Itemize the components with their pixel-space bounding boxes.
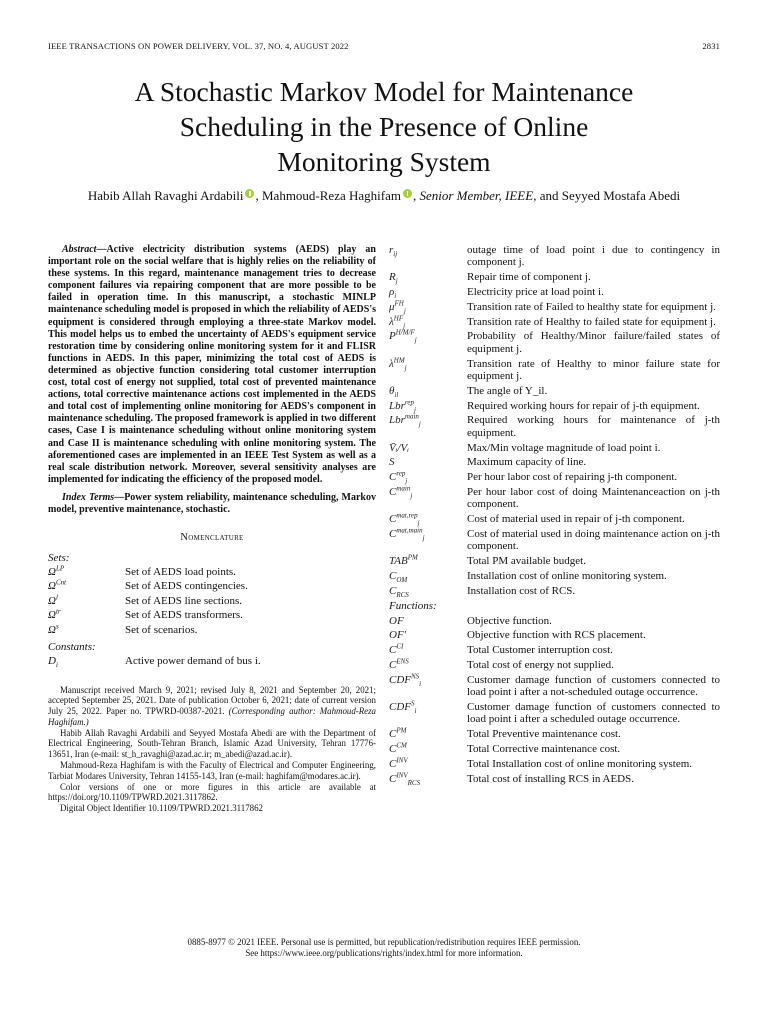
description: The angle of Y_il. (467, 384, 548, 397)
symbol: $C^{mat,main}_j$ (389, 526, 425, 543)
nomenclature-row (389, 330, 720, 355)
symbol-cell (389, 585, 467, 597)
symbol: $\Omega^l$ (48, 593, 58, 607)
constants-label: Constants: (48, 641, 96, 654)
right-column (389, 244, 720, 787)
description: Customer damage function of customers connected to load point i after a not-scheduled outage occurrence. (467, 673, 720, 699)
symbol-subscript: j (403, 306, 406, 315)
nomenclature-row (389, 585, 720, 597)
symbol: Lbr$^{rep}_j$ (389, 397, 416, 414)
symbol: OF′ (389, 629, 407, 642)
constants-list (48, 654, 376, 668)
symbol-cell (389, 469, 467, 486)
nomenclature-row (389, 644, 720, 656)
symbol-subscript: j (403, 321, 406, 330)
description: Transition rate of Failed to healthy state for equipment j. (467, 300, 716, 313)
symbol: $C^{CI}$ (389, 642, 404, 657)
description: Required working hours for repair of j-th equipment. (467, 399, 700, 412)
title-line: A Stochastic Markov Model for Maintenance (134, 76, 634, 107)
symbol-cell (389, 271, 467, 286)
symbol-subscript: i (414, 707, 417, 716)
symbol: $C^{ENS}$ (389, 657, 409, 671)
symbol-superscript: mat,main (396, 526, 423, 535)
footnotes (48, 685, 376, 815)
functions-list (389, 615, 720, 785)
nomenclature-row (389, 758, 720, 770)
symbol: $TAB^{PM}$ (389, 553, 418, 568)
symbol-cell (389, 456, 467, 468)
symbol-cell (389, 758, 467, 770)
symbol-subscript: RCS (407, 778, 421, 787)
index-terms (48, 492, 376, 516)
symbol-cell (389, 511, 467, 528)
symbol-cell (48, 565, 125, 579)
symbol-subscript: j (417, 519, 420, 528)
symbol: Lbr$^{main}_j$ (389, 412, 421, 429)
nomenclature-row (389, 511, 720, 528)
description: Set of AEDS transformers. (125, 609, 243, 622)
symbol-superscript: mat,rep (396, 511, 418, 520)
symbol: $D_i$ (48, 655, 58, 670)
symbol: $P^{H/M/F}_j$ (389, 328, 417, 345)
nomenclature-row (389, 313, 720, 330)
symbol-cell (389, 355, 467, 383)
nomenclature-row (389, 442, 720, 454)
nomenclature-row (48, 594, 376, 608)
symbol-superscript: ENS (396, 657, 409, 666)
journal-name: IEEE TRANSACTIONS ON POWER DELIVERY, VOL. 37, NO. 4, AUGUST 2022 (48, 41, 349, 51)
symbol: OF (389, 614, 404, 627)
symbol: V̄ᵢ/Vᵢ (389, 441, 409, 454)
orcid-icon[interactable] (245, 189, 254, 198)
nomenclature-row (389, 385, 720, 397)
symbol-superscript: HM (393, 355, 405, 364)
parameters-list (389, 244, 720, 597)
symbol-cell (389, 414, 467, 439)
nomenclature-row (389, 244, 720, 269)
description: Set of scenarios. (125, 623, 198, 636)
symbol: $r_{ij}$ (389, 244, 398, 259)
author-separator: , (255, 188, 262, 203)
description: Set of AEDS load points. (125, 566, 236, 579)
symbol-cell (48, 608, 125, 622)
symbol-cell (389, 397, 467, 414)
nomenclature-heading: Nomenclature (180, 532, 244, 544)
copyright-line: 0885-8977 © 2021 IEEE. Personal use is permitted, but republication/redistribution requires IEEE permission. (187, 937, 581, 947)
symbol-cell (389, 743, 467, 755)
page-footer (40, 937, 728, 959)
symbol-cell (389, 301, 467, 313)
nomenclature-row (389, 770, 720, 787)
symbol-cell (389, 385, 467, 397)
description: Objective function. (467, 614, 552, 627)
nomenclature-row (389, 397, 720, 414)
description: Required working hours for maintenance of j-th equipment. (467, 414, 720, 439)
abstract (48, 244, 376, 486)
author-separator: , and (533, 188, 562, 203)
symbol-superscript: H/M/F (395, 328, 415, 337)
nomenclature-row (389, 469, 720, 486)
symbol-superscript: INV (396, 756, 408, 765)
index-terms-text: —Power system reliability, maintenance scheduling, Markov model, preventive maintenance, stochastic. (48, 491, 376, 515)
symbol-subscript: j (414, 336, 417, 345)
symbol-cell (389, 674, 467, 699)
symbol-subscript: j (413, 405, 416, 414)
footnote: Digital Object Identifier 10.1109/TPWRD.2021.3117862 (60, 803, 263, 814)
symbol: $\mu^{FH}_j$ (389, 299, 406, 315)
footnote: Mahmoud-Reza Haghifam is with the Faculty of Electrical and Computer Engineering, Tarbiat Modares University, Tehran 14155-143, Iran (e-mail: haghifam@modares.ac.ir). (48, 760, 376, 781)
sets-list (48, 565, 376, 637)
nomenclature-row (389, 615, 720, 627)
description: Total Customer interruption cost. (467, 644, 613, 657)
symbol-subscript: j (395, 277, 398, 286)
nomenclature-row (389, 486, 720, 511)
description: Installation cost of RCS. (467, 584, 576, 597)
description: Active power demand of bus i. (125, 655, 261, 668)
symbol-superscript: PM (396, 726, 407, 735)
symbol-cell (389, 644, 467, 656)
nomenclature-row (389, 728, 720, 740)
title-line: Monitoring System (277, 146, 491, 177)
left-column (48, 244, 376, 814)
author-line (30, 188, 738, 204)
orcid-icon[interactable] (403, 189, 412, 198)
symbol-cell (389, 569, 467, 585)
symbol-cell (389, 244, 467, 269)
description: Set of AEDS contingencies. (125, 580, 248, 593)
title-line: Scheduling in the Presence of Online (179, 111, 589, 142)
symbol-superscript: CM (396, 741, 407, 750)
nomenclature-row (389, 659, 720, 671)
symbol-cell (389, 286, 467, 301)
description: Set of AEDS line sections. (125, 594, 243, 607)
symbol-superscript: CI (396, 642, 404, 651)
symbol-subscript: j (404, 363, 407, 372)
symbol: $\Omega^{tr}$ (48, 607, 61, 622)
description: Total cost of installing RCS in AEDS. (467, 772, 634, 785)
abstract-text: —Active electricity distribution systems (AEDS) play an important role on the social welfare that is highly relies on the reliability of these systems. In this regard, maintenance management tries to decrease component failures via repairing component that are more possible to be failed in operation time. In this manuscript, a stochastic MINLP maintenance scheduling model is proposed in which the reliability of AEDS's equipment is considered through employing a three-state Markov model. This model helps us to embed the uncertainty of AEDS's equipment service restoration time by considering online monitoring system for it and FLISR functions in AEDS. In this paper, minimizing the total cost of AEDS is determined as objective function considering total customer interruption cost, total cost of energy not supplied, total cost of prevented maintenance actions, total corrective maintenance actions cost implemented in the AEDS and total cost of implementing online monitoring for AEDS's component in maintenance scheduling. The proposed framework is applied in two different cases, Case I is maintenance scheduling without online monitoring system and Case II is maintenance scheduling with online monitoring system. The aforementioned cases are implemented in an IEEE Test System as well as a real scale distribution network. Moreover, several sensitivity analyses are implemented for indicating the efficiency of the proposed model. (48, 244, 376, 485)
symbol-cell (48, 594, 125, 608)
symbol-superscript: INV (396, 770, 408, 779)
symbol-subscript: OM (396, 576, 408, 585)
symbol: $C^{INV}$ (389, 756, 408, 770)
nomenclature-row (389, 674, 720, 699)
index-terms-label: Index Terms (62, 491, 115, 503)
nomenclature-row (48, 579, 376, 593)
description: Transition rate of Healthy to minor failure state for equipment j. (467, 357, 720, 382)
symbol-subscript: j (418, 420, 421, 429)
nomenclature-row (48, 608, 376, 622)
symbol: $\Omega^{LP}$ (48, 564, 65, 579)
functions-label: Functions: (389, 599, 437, 612)
description: outage time of load point i due to contingency in component j. (467, 244, 720, 269)
footnote: Habib Allah Ravaghi Ardabili and Seyyed Mostafa Abedi are with the Department of Electrical Engineering, South-Tehran Branch, Islamic Azad University, Tehran 17776-13651, Iran (e-mail: st_h_ravaghi@azad.ac.ir; m_abedi@azad.ac.ir). (48, 727, 376, 760)
paper-title (40, 74, 728, 179)
symbol: $C_{OM}$ (389, 569, 408, 585)
nomenclature-row (389, 286, 720, 301)
symbol-superscript: HF (393, 313, 404, 322)
page-number: 2831 (702, 41, 720, 51)
symbol-subscript: j (410, 492, 413, 501)
description: Per hour labor cost of doing Maintenanceaction on j-th component. (467, 485, 720, 511)
description: Per hour labor cost of repairing j-th component. (467, 471, 678, 484)
footnote-text: Manuscript received March 9, 2021; revised July 8, 2021 and September 20, 2021; accepted September 25, 2021. Date of publication October 6, 2021; date of current version July 25, 2022. Paper no. TPWRD-00387-2021. (48, 684, 376, 717)
symbol-superscript: NS (411, 672, 420, 681)
symbol-subscript: ij (393, 250, 398, 259)
symbol-subscript: i (419, 679, 422, 688)
footnote[interactable]: Color versions of one or more figures in this article are available at https://doi.org/10.1109/TPWRD.2021.3117862. (48, 781, 376, 803)
description: Maximum capacity of line. (467, 456, 587, 469)
symbol-cell (389, 728, 467, 740)
symbol-subscript: il (394, 390, 399, 399)
symbol-cell (48, 654, 125, 668)
symbol-cell (389, 770, 467, 787)
nomenclature-row (389, 301, 720, 313)
nomenclature-row (389, 271, 720, 286)
symbol-cell (389, 330, 467, 355)
description: Total cost of energy not supplied. (467, 658, 614, 671)
symbol-superscript: Cnt (55, 578, 67, 587)
symbol: $C^{rep}_j$ (389, 469, 408, 486)
symbol-cell (389, 528, 467, 553)
author-name: Mahmoud-Reza Haghifam (261, 188, 401, 203)
symbol-cell (389, 555, 467, 567)
symbol: $C^{mat,rep}_j$ (389, 511, 420, 528)
sets-label: Sets: (48, 552, 70, 565)
symbol: $\lambda^{HM}_j$ (389, 355, 407, 372)
description: Repair time of component j. (467, 271, 591, 284)
symbol-superscript: LP (55, 564, 65, 573)
description: Total Corrective maintenance cost. (467, 742, 621, 755)
symbol-subscript: i (55, 661, 58, 670)
nomenclature-row (48, 654, 376, 668)
symbol: $C_{RCS}$ (389, 584, 409, 599)
symbol: $\Omega^{Cnt}$ (48, 578, 67, 593)
nomenclature-row (389, 355, 720, 383)
symbol-superscript: s (55, 622, 59, 631)
author-name: Seyyed Mostafa Abedi (561, 188, 681, 203)
symbol-subscript: j (422, 534, 425, 543)
author-role: , Senior Member, IEEE (412, 188, 534, 203)
footnote (48, 685, 376, 728)
symbol: $R_j$ (389, 271, 398, 286)
description: Total Installation cost of online monitoring system. (467, 757, 693, 770)
author-name: Habib Allah Ravaghi Ardabili (87, 188, 244, 203)
nomenclature-row (389, 555, 720, 567)
description: Total PM available budget. (467, 555, 586, 568)
corresponding-author: (Corresponding author: Mahmoud-Reza Haghifam.) (48, 706, 376, 727)
description: Cost of material used in repair of j-th component. (467, 513, 685, 526)
symbol: $C^{CM}$ (389, 741, 407, 755)
symbol-superscript: main (396, 484, 411, 493)
symbol: $\lambda^{HF}_j$ (389, 313, 406, 330)
symbol-cell (389, 486, 467, 511)
symbol-superscript: FH (394, 299, 404, 308)
symbol: $\Omega^s$ (48, 622, 59, 636)
description: Cost of material used in doing maintenance action on j-th component. (467, 527, 720, 553)
symbol-subscript: i (394, 292, 397, 301)
symbol-superscript: tr (55, 607, 61, 616)
description: Installation cost of online monitoring system. (467, 569, 667, 582)
symbol-cell (389, 629, 467, 641)
description: Objective function with RCS placement. (467, 629, 646, 642)
nomenclature-row (389, 629, 720, 641)
nomenclature-row (389, 414, 720, 439)
symbol-superscript: PM (407, 553, 418, 562)
symbol-cell (389, 442, 467, 454)
nomenclature-row (389, 456, 720, 468)
symbol-cell (48, 579, 125, 593)
symbol-superscript: rep (404, 397, 414, 406)
symbol: $CDF^S_i$ (389, 699, 417, 716)
symbol-subscript: j (405, 477, 408, 486)
description: Max/Min voltage magnitude of load point i. (467, 441, 661, 454)
symbol: $\rho_i$ (389, 286, 397, 301)
nomenclature-row (48, 623, 376, 637)
description: Transition rate of Healthy to failed state for equipment j. (467, 315, 716, 328)
symbol-subscript: RCS (396, 590, 409, 599)
nomenclature-row (389, 743, 720, 755)
rights-link[interactable]: See https://www.ieee.org/publications/rights/index.html for more information. (245, 948, 523, 958)
symbol: $CDF^{NS}_i$ (389, 672, 422, 688)
description: Total Preventive maintenance cost. (467, 728, 621, 741)
symbol-cell (389, 615, 467, 627)
symbol-cell (389, 701, 467, 726)
nomenclature-row (389, 701, 720, 726)
nomenclature-row (389, 569, 720, 585)
symbol: $C^{main}_j$ (389, 484, 413, 501)
symbol-cell (48, 623, 125, 637)
symbol-superscript: l (55, 593, 58, 602)
abstract-label: Abstract (62, 244, 97, 255)
symbol: $C^{PM}$ (389, 726, 407, 741)
symbol-superscript: S (411, 699, 415, 708)
symbol-superscript: main (404, 412, 419, 421)
symbol-superscript: rep (396, 469, 406, 478)
symbol: $C^{INV}_{RCS}$ (389, 770, 421, 787)
nomenclature-row (389, 528, 720, 553)
symbol: S (389, 456, 395, 469)
nomenclature-row (48, 565, 376, 579)
symbol-cell (389, 313, 467, 330)
description: Electricity price at load point i. (467, 286, 604, 298)
description: Customer damage function of customers connected to load point i after a scheduled outage occurrence. (467, 700, 720, 726)
description: Probability of Healthy/Minor failure/failed states of equipment j. (467, 330, 720, 355)
running-head (48, 41, 720, 53)
symbol-cell (389, 659, 467, 671)
symbol: $\theta_{il}$ (389, 384, 399, 399)
